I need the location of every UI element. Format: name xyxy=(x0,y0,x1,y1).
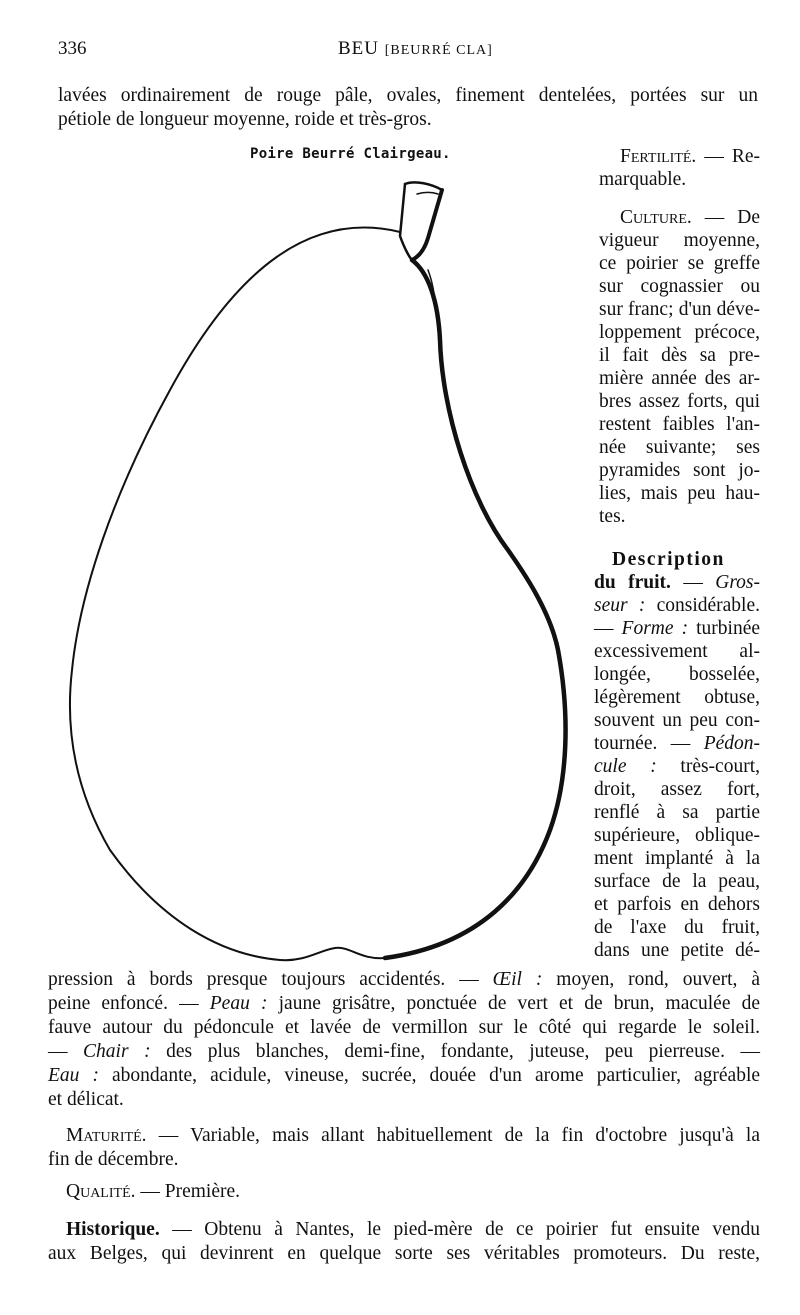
description-full-2: peine enfoncé. — Peau : jaune grisâtre, ponctuée de vert et de brun, maculée de xyxy=(48,993,761,1014)
grosseur-label: Gros- xyxy=(715,572,761,593)
culture-line-1 xyxy=(620,206,760,229)
description-line-8 xyxy=(594,732,760,755)
historique-line-1: Historique. — Obtenu à Nantes, le pied-mère de ce poirier fut ensuite vendu xyxy=(66,1219,760,1240)
historique-label: Historique. xyxy=(66,1219,160,1240)
culture-text-1: — De xyxy=(704,207,760,228)
description-line-2 xyxy=(594,594,760,617)
description-full-3: fauve autour du pédoncule et lavée de vermillon sur le côté qui regarde le soleil. xyxy=(48,1017,760,1038)
description-title-1: Description xyxy=(612,549,725,570)
description-full-6: et délicat. xyxy=(48,1089,124,1110)
description-full-1: pression à bords presque toujours accidentés. — Œil : moyen, rond, ouvert, à xyxy=(48,969,760,990)
description-line-14: surface de la peau, xyxy=(594,871,760,892)
description-line-12: supérieure, oblique- xyxy=(594,825,760,846)
intro-line-1: lavées ordinairement de rouge pâle, ovales, finement dentelées, portées sur un xyxy=(58,85,758,106)
eau-label: Eau : xyxy=(48,1065,99,1086)
qualite-line: Qualité. — Première. xyxy=(66,1181,241,1202)
page-number: 336 xyxy=(58,38,87,59)
page-header xyxy=(58,38,758,66)
chair-label: Chair : xyxy=(83,1041,151,1062)
forme-label: Forme : xyxy=(621,618,689,639)
culture-line-12: pyramides sont jo- xyxy=(599,460,760,481)
pedoncule-label-2: cule : xyxy=(594,756,657,777)
culture-line-8: mière année des ar- xyxy=(599,368,760,389)
pedoncule-value: très-court, xyxy=(680,756,760,777)
culture-line-14: tes. xyxy=(599,506,626,527)
culture-line-13: lies, mais peu hau- xyxy=(599,483,760,504)
culture-label: Culture. xyxy=(620,207,692,228)
pear-outline-icon xyxy=(60,170,580,970)
culture-line-9: bres assez forts, qui xyxy=(599,391,760,412)
qualite-label: Qualité. xyxy=(66,1181,136,1202)
forme-value: turbinée xyxy=(696,618,761,639)
fertilite-label: Fertilité. xyxy=(620,146,697,167)
pedoncule-label: Pédon- xyxy=(703,733,760,754)
description-line-1: du fruit. — Gros- xyxy=(594,572,761,593)
maturite-line-2: fin de décembre. xyxy=(48,1149,179,1170)
culture-line-5: sur franc; d'un déve- xyxy=(599,299,760,320)
description-line-11: renflé à sa partie xyxy=(594,802,760,823)
culture-line-3: ce poirier se greffe xyxy=(599,253,760,274)
description-line-16: de l'axe du fruit, xyxy=(594,917,760,938)
fertilite-text-1: — Re- xyxy=(704,146,760,167)
maturite-label: Maturité. xyxy=(66,1125,147,1146)
running-head xyxy=(338,38,493,60)
grosseur-value: considérable. xyxy=(656,595,760,616)
culture-line-10: restent faibles l'an- xyxy=(599,414,760,435)
description-line-3: — Forme : turbinée xyxy=(594,618,761,639)
description-title-2: du fruit. xyxy=(594,572,671,593)
peau-label: Peau : xyxy=(209,993,268,1014)
oeil-label: Œil : xyxy=(492,969,543,990)
maturite-line-1: Maturité. — Variable, mais allant habituellement de la fin d'octobre jusqu'à la xyxy=(66,1125,760,1146)
running-head-main: BEU xyxy=(338,38,379,59)
description-full-5: Eau : abondante, acidule, vineuse, sucrée, douée d'un arome particulier, agréable xyxy=(48,1065,761,1086)
description-line-9 xyxy=(594,755,760,778)
description-line-15: et parfois en dehors xyxy=(594,894,760,915)
description-line-13: ment implanté à la xyxy=(594,848,760,869)
fertilite-line-2: marquable. xyxy=(599,169,687,190)
culture-line-11: née suivante; ses xyxy=(599,437,760,458)
historique-line-2: aux Belges, qui devinrent en quelque sorte ses véritables promoteurs. Du reste, xyxy=(48,1243,760,1264)
description-line-6: légèrement obtuse, xyxy=(594,687,760,708)
pedoncule-pre: tournée. — xyxy=(594,733,691,754)
grosseur-label-2: seur : xyxy=(594,595,646,616)
culture-line-7: il fait dès sa pre- xyxy=(599,345,760,366)
running-head-bracket: [BEURRÉ CLA] xyxy=(384,43,493,58)
figure-caption: Poire Beurré Clairgeau. xyxy=(250,146,451,162)
fertilite-line-1 xyxy=(620,145,760,168)
culture-line-2: vigueur moyenne, xyxy=(599,230,760,251)
description-line-4: excessivement al- xyxy=(594,641,760,662)
culture-line-6: loppement précoce, xyxy=(599,322,760,343)
description-full-4: — Chair : des plus blanches, demi-fine, fondante, juteuse, peu pierreuse. — xyxy=(48,1041,760,1062)
description-line-5: longée, bosselée, xyxy=(594,664,760,685)
culture-line-4: sur cognassier ou xyxy=(599,276,760,297)
intro-line-2: pétiole de longueur moyenne, roide et très-gros. xyxy=(58,109,432,130)
description-line-17: dans une petite dé- xyxy=(594,940,760,961)
description-line-7: souvent un peu con- xyxy=(594,710,760,731)
description-line-10: droit, assez fort, xyxy=(594,779,760,800)
